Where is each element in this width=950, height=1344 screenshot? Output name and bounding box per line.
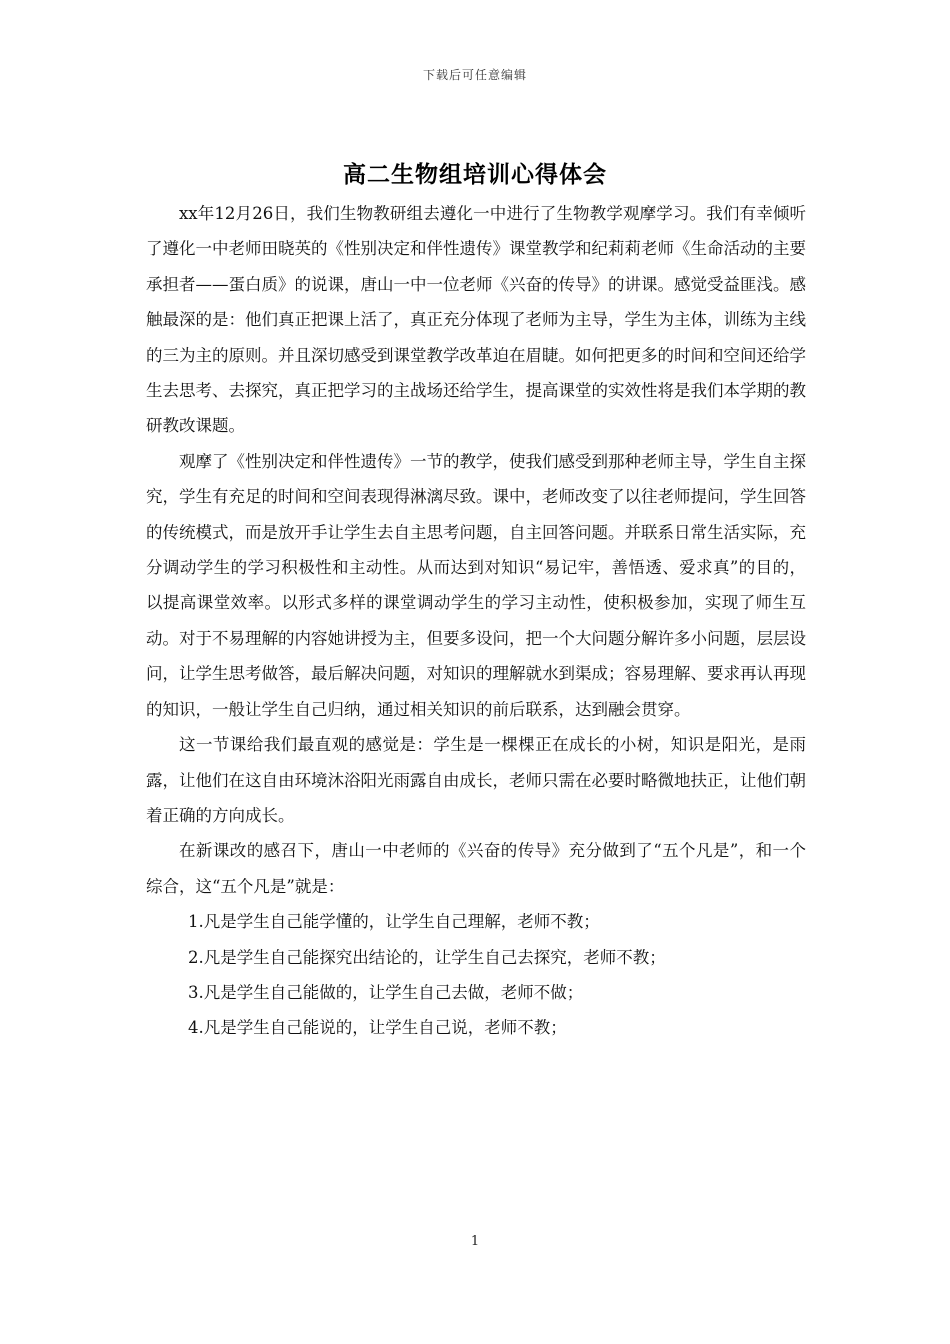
- list-item: 4.凡是学生自己能说的，让学生自己说，老师不教；: [188, 1018, 567, 1038]
- paragraph: 观摩了《性别决定和伴性遗传》一节的教学，使我们感受到那种老师主导，学生自主探究，学生有充足的时间和空间表现得淋漓尽致。课中，老师改变了以往老师提问，学生回答的传统模式，而是放开手让学生去自主思考问题，自主回答问题。并联系日常生活实际，充分调动学生的学习积极性和主动性。从而达到对知识“易记牢，善悟透、爱求真”的目的，以提高课堂效率。以形式多样的课堂调动学生的学习主动性，使积极参加，实现了师生互动。对于不易理解的内容她讲授为主，但要多设问，把一个大问题分解许多小问题，层层设问，让学生思考做答，最后解决问题，对知识的理解就水到渠成；容易理解、要求再认再现的知识，一般让学生自己归纳，通过相关知识的前后联系，达到融会贯穿。: [146, 451, 806, 719]
- document-title: 高二生物组培训心得体会: [343, 161, 607, 188]
- paragraph: 在新课改的感召下，唐山一中老师的《兴奋的传导》充分做到了“五个凡是”，和一个综合，这“五个凡是”就是：: [146, 841, 806, 896]
- document-body: [146, 196, 806, 1046]
- paragraph: 这一节课给我们最直观的感觉是：学生是一棵棵正在成长的小树，知识是阳光，是雨露，让他们在这自由环境沐浴阳光雨露自由成长，老师只需在必要时略微地扶正，让他们朝着正确的方向成长。: [146, 735, 806, 825]
- header-note: 下载后可任意编辑: [422, 68, 527, 82]
- list-item: 1.凡是学生自己能学懂的，让学生自己理解，老师不教；: [188, 912, 600, 932]
- paragraph: xx年12月26日，我们生物教研组去遵化一中进行了生物教学观摩学习。我们有幸倾听了遵化一中老师田晓英的《性别决定和伴性遗传》课堂教学和纪莉莉老师《生命活动的主要承担者——蛋白质》的说课，唐山一中一位老师《兴奋的传导》的讲课。感觉受益匪浅。感触最深的是：他们真正把课上活了，真正充分体现了老师为主导，学生为主体，训练为主线的三为主的原则。并且深切感受到课堂教学改革迫在眉睫。如何把更多的时间和空间还给学生去思考、去探究，真正把学习的主战场还给学生，提高课堂的实效性将是我们本学期的教研教改课题。: [146, 204, 806, 436]
- list-item: 2.凡是学生自己能探究出结论的，让学生自己去探究，老师不教；: [188, 947, 666, 967]
- page-number: 1: [470, 1234, 480, 1249]
- list-item: 3.凡是学生自己能做的，让学生自己去做，老师不做；: [188, 982, 584, 1002]
